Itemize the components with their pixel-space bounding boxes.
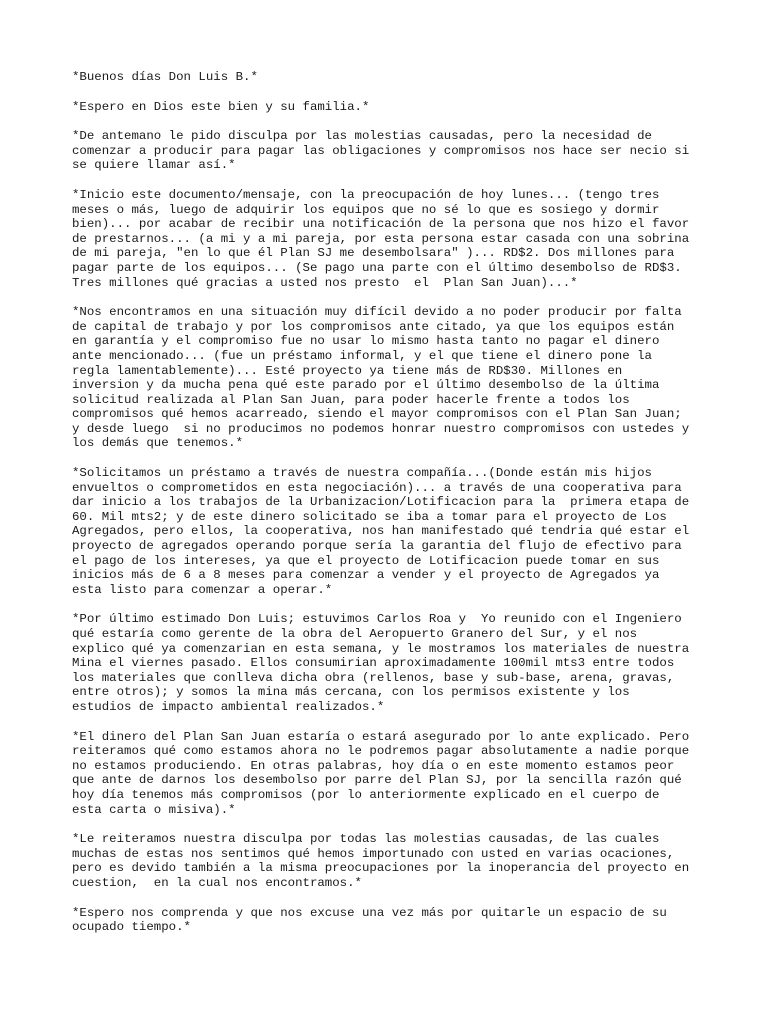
paragraph-loan-request: *Solicitamos un préstamo a través de nuestra compañía...(Donde están mis hijos envueltos o comprometidos en esta negociación)... a través de una cooperativa para dar inicio a los trabajos de la Urbanizacion/Lotificacion para la primera etapa de 60. Mil mts2; y de este dinero solicitado se iba a tomar para el proyecto de Los Agregados, pero ellos, la cooperativa, nos han manifestado qué tendria qué estar el proyecto de agregados operando porque sería la garantia del flujo de efectivo para el pago de los intereses, ya que el proyecto de Lotificacion puede tomar en sus inicios más de 6 a 8 meses para comenzar a vender y el proyecto de Agregados ya esta listo para comenzar a operar.* [72, 466, 690, 597]
paragraph-greeting: *Buenos días Don Luis B.* [72, 70, 258, 84]
paragraph-reiteration: *Le reiteramos nuestra disculpa por todas las molestias causadas, de las cuales muchas de estas nos sentimos qué hemos importunado con usted en varias ocaciones, pero es devido también a la misma preocupaciones por la inoperancia del proyecto en cuestion, en la cual nos encontramos.* [72, 832, 690, 890]
paragraph-closing: *Espero nos comprenda y que nos excuse una vez más por quitarle un espacio de su ocupado tiempo.* [72, 905, 667, 935]
paragraph-wishes: *Espero en Dios este bien y su familia.* [72, 99, 370, 114]
paragraph-plan-san-juan: *El dinero del Plan San Juan estaría o estará asegurado por lo ante explicado. Pero reiteramos qué como estamos ahora no le podremos pagar absolutamente a nadie porque no estamos produciendo. En otras palabras, hoy día o en este momento estamos peor que ante de darnos los desembolso por parre del Plan SJ, por la sencilla razón qué hoy día tenemos más compromisos (por lo anteriormente explicado en el cuerpo de esta carta o misiva).* [72, 729, 690, 817]
paragraph-situation: *Nos encontramos en una situación muy difícil devido a no poder producir por falta de capital de trabajo y por los compromisos ante citado, ya que los equipos están en garantía y el compromiso fue no usar lo mismo hasta tanto no pagar el dinero ante mencionado... (fue un préstamo informal, y el que tiene el dinero pone la regla lamentablemente)... Esté proyecto ya tiene más de RD$30. Millones en inversion y da mucha pena qué este parado por el último desembolso de la última solicitud realizada al Plan San Juan, para poder hacerle frente a todos los compromisos qué hemos acarreado, siendo el mayor compromisos con el Plan San Juan; y desde luego si no producimos no podemos honrar nuestro compromisos con ustedes y los demás que tenemos.* [72, 305, 690, 451]
paragraph-concern: *Inicio este documento/mensaje, con la preocupación de hoy lunes... (tengo tres meses o más, luego de adquirir los equipos que no sé lo que es sosiego y dormir bien)... por acabar de recibir una notificación de la persona que nos hizo el favor de prestarnos... (a mi y a mi pareja, por esta persona estar casada con una sobrina de mi pareja, "en lo que él Plan SJ me desembolsara" )... RD$2. Dos millones para pagar parte de los equipos... (Se pago una parte con el último desembolso de RD$3. Tres millones qué gracias a usted nos presto el Plan San Juan)...* [72, 187, 690, 290]
paragraph-apology: *De antemano le pido disculpa por las molestias causadas, pero la necesidad de comenzar a producir para pagar las obligaciones y compromisos nos hace ser necio si se quiere llamar así.* [72, 129, 690, 173]
letter-body [72, 70, 732, 950]
paragraph-airport-project: *Por último estimado Don Luis; estuvimos Carlos Roa y Yo reunido con el Ingeniero qué estaría como gerente de la obra del Aeropuerto Granero del Sur, y el nos explico qué ya comenzarian en esta semana, y le mostramos los materiales de nuestra Mina el viernes pasado. Ellos consumirian aproximadamente 100mil mts3 entre todos los materiales que conlleva dicha obra (rellenos, base y sub-base, arena, gravas, entre otros); y somos la mina más cercana, con los permisos existente y los estudios de impacto ambiental realizados.* [72, 612, 690, 714]
